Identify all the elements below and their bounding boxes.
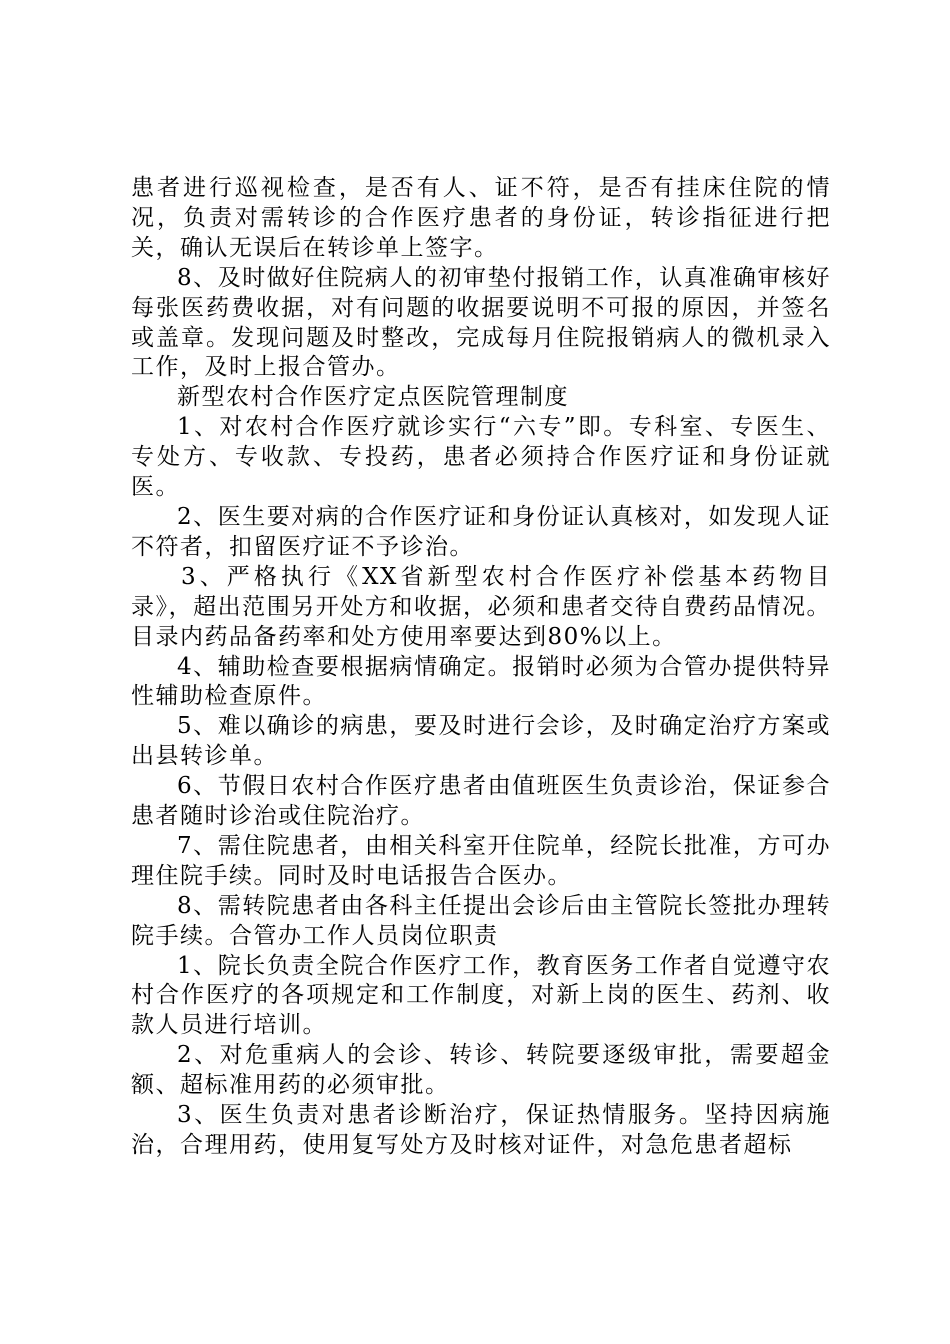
document-body [131,174,831,1161]
paragraph-7: 5、难以确诊的病患，要及时进行会诊，及时确定治疗方案或出县转诊单。 [131,713,831,770]
paragraph-10: 8、需转院患者由各科主任提出会诊后由主管院长签批办理转院手续。合管办工作人员岗位职责 [131,892,831,949]
paragraph-9: 7、需住院患者，由相关科室开住院单，经院长批准，方可办理住院手续。同时及时电话报告合医办。 [131,832,831,889]
paragraph-11: 1、院长负责全院合作医疗工作，教育医务工作者自觉遵守农村合作医疗的各项规定和工作制度，对新上岗的医生、药剂、收款人员进行培训。 [131,952,831,1039]
paragraph-5: 3、严格执行《XX省新型农村合作医疗补偿基本药物目录》，超出范围另开处方和收据，必须和患者交待自费药品情况。目录内药品备药率和处方使用率要达到80%以上。 [131,563,831,650]
paragraph-12: 2、对危重病人的会诊、转诊、转院要逐级审批，需要超金额、超标准用药的必须审批。 [131,1042,831,1099]
section-heading: 新型农村合作医疗定点医院管理制度 [177,384,569,411]
paragraph-3: 1、对农村合作医疗就诊实行“六专”即。专科室、专医生、专处方、专收款、专投药，患者必须持合作医疗证和身份证就医。 [131,414,831,501]
paragraph-8: 6、节假日农村合作医疗患者由值班医生负责诊治，保证参合患者随时诊治或住院治疗。 [131,773,831,830]
paragraph-1: 患者进行巡视检查，是否有人、证不符，是否有挂床住院的情况，负责对需转诊的合作医疗患者的身份证，转诊指征进行把关，确认无误后在转诊单上签字。 [131,175,831,261]
paragraph-4: 2、医生要对病的合作医疗证和身份证认真核对，如发现人证不符者，扣留医疗证不予诊治。 [131,503,831,560]
paragraph-2: 8、及时做好住院病人的初审垫付报销工作，认真准确审核好每张医药费收据，对有问题的收据要说明不可报的原因，并签名或盖章。发现问题及时整改，完成每月住院报销病人的微机录入工作，及时上报合管办。 [131,264,831,381]
paragraph-13: 3、医生负责对患者诊断治疗，保证热情服务。坚持因病施治，合理用药，使用复写处方及时核对证件，对急危患者超标 [131,1102,831,1158]
paragraph-6: 4、辅助检查要根据病情确定。报销时必须为合管办提供特异性辅助检查原件。 [131,653,831,710]
